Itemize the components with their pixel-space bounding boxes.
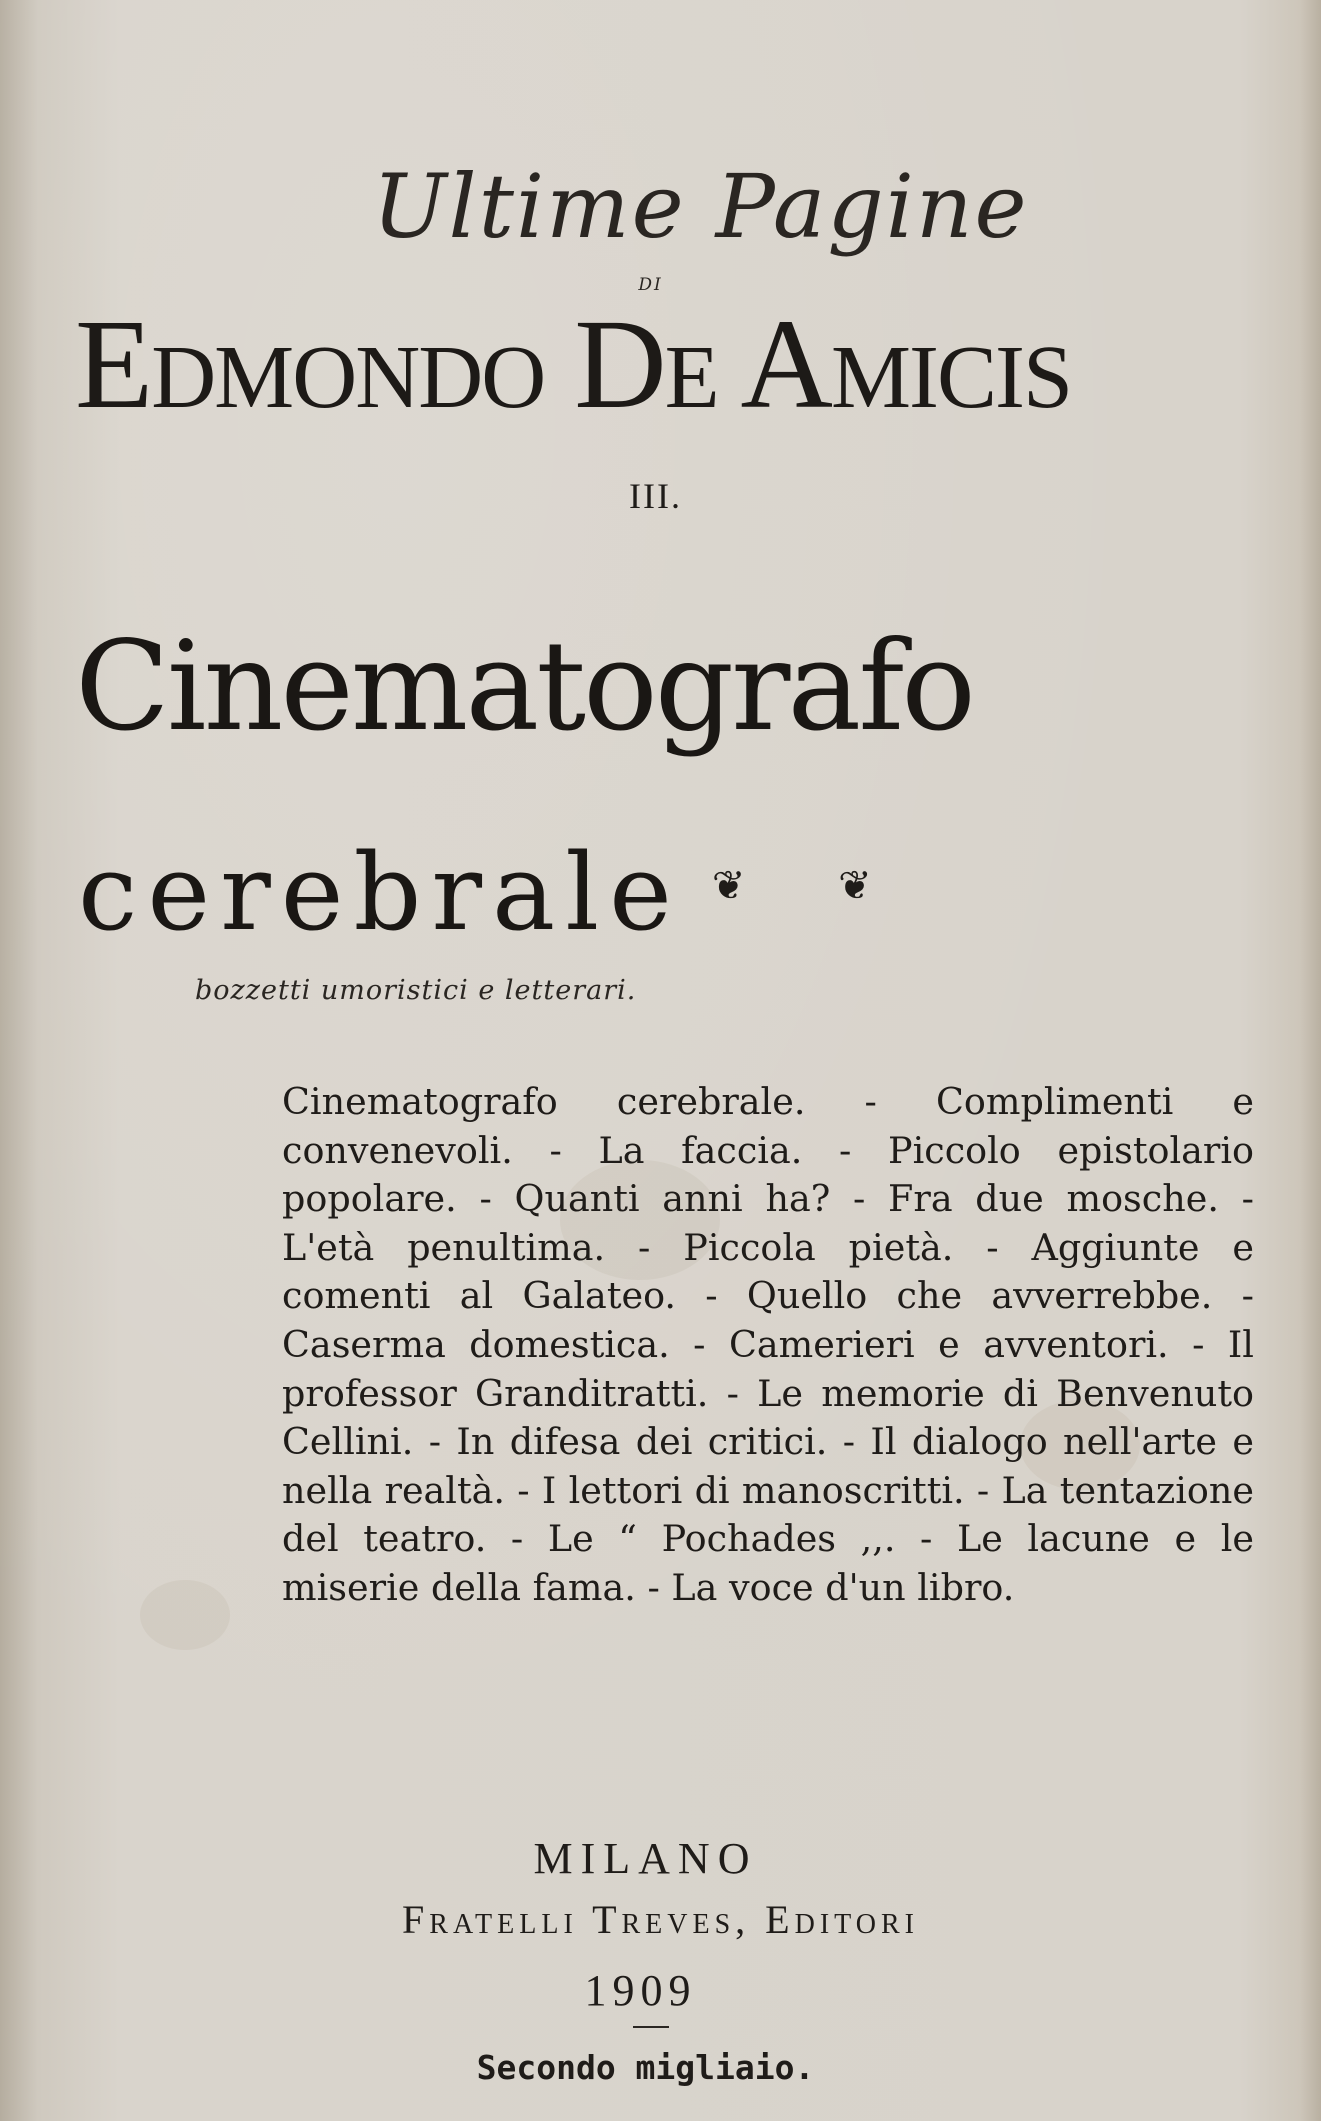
paper-stain <box>140 1580 230 1650</box>
work-title-line-2: cerebrale <box>78 831 682 954</box>
work-title-line-2-row <box>78 831 912 954</box>
imprint-publisher: Fratelli Treves, Editori <box>402 1897 919 1942</box>
edition-note: Secondo migliaio. <box>476 2048 815 2087</box>
contents-paragraph: Cinematografo cerebrale. - Complimenti e convenevoli. - La faccia. - Piccolo epistolario popolare. - Quanti anni ha? - Fra due mosche. - L'età penultima. - Piccola pietà. - Aggiunte e comenti al Galateo. - Quello che avverrebbe. - Caserma domestica. - Camerieri e avventori. - Il professor Granditratti. - Le memorie di Benvenuto Cellini. - In difesa dei critici. - Il dialogo nell'arte e nella realtà. - I lettori di manoscritti. - La tentazione del teatro. - Le “ Pochades ,,. - Le lacune e le miserie della fama. - La voce d'un libro. <box>282 1080 1254 1609</box>
series-title: Ultime Pagine <box>372 155 1029 258</box>
work-title-line-1: Cinematografo <box>75 615 973 759</box>
author-name: Edmondo De Amicis <box>75 293 1072 435</box>
volume-number: III. <box>629 476 682 516</box>
divider-rule <box>633 2026 669 2028</box>
author-preposition: di <box>638 268 663 296</box>
imprint-city: MILANO <box>533 1834 758 1883</box>
imprint-year: 1909 <box>584 1966 697 2015</box>
fleuron-ornament-icon: ❦ ❦ <box>711 863 912 909</box>
work-subtitle: bozzetti umoristici e letterari. <box>195 975 637 1006</box>
